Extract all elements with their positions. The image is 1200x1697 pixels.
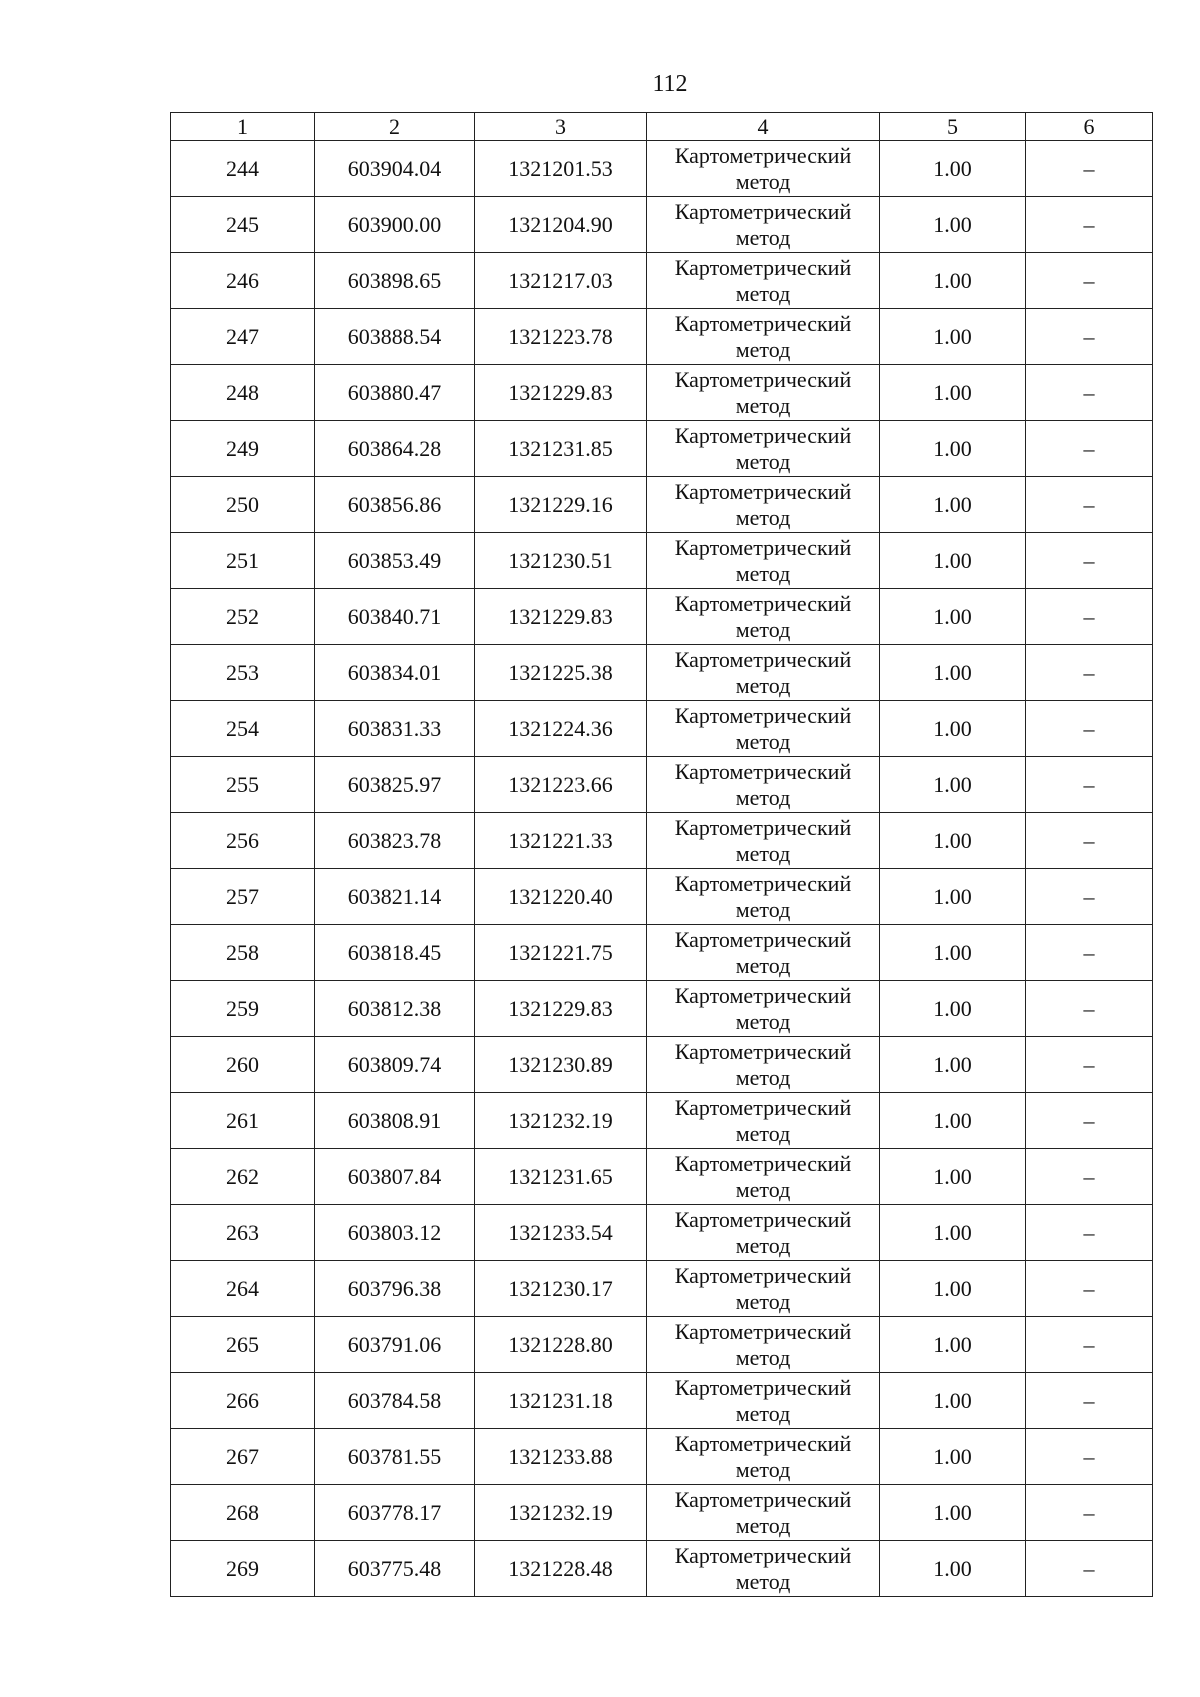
y-coordinate-cell: 1321233.54 bbox=[475, 1205, 647, 1261]
note-cell: – bbox=[1026, 813, 1153, 869]
y-coordinate-cell: 1321230.51 bbox=[475, 533, 647, 589]
column-header-1: 1 bbox=[171, 113, 315, 141]
table-row bbox=[171, 253, 1153, 309]
point-number-cell: 258 bbox=[171, 925, 315, 981]
x-coordinate-cell: 603808.91 bbox=[315, 1093, 475, 1149]
accuracy-cell: 1.00 bbox=[880, 309, 1026, 365]
y-coordinate-cell: 1321228.48 bbox=[475, 1541, 647, 1597]
y-coordinate-cell: 1321229.83 bbox=[475, 981, 647, 1037]
x-coordinate-cell: 603807.84 bbox=[315, 1149, 475, 1205]
x-coordinate-cell: 603796.38 bbox=[315, 1261, 475, 1317]
x-coordinate-cell: 603904.04 bbox=[315, 141, 475, 197]
method-cell: Картометрический метод bbox=[647, 1541, 880, 1597]
accuracy-cell: 1.00 bbox=[880, 253, 1026, 309]
table-row bbox=[171, 869, 1153, 925]
table-row bbox=[171, 645, 1153, 701]
method-cell: Картометрический метод bbox=[647, 533, 880, 589]
y-coordinate-cell: 1321232.19 bbox=[475, 1093, 647, 1149]
method-cell: Картометрический метод bbox=[647, 1485, 880, 1541]
method-cell: Картометрический метод bbox=[647, 869, 880, 925]
table-row bbox=[171, 757, 1153, 813]
y-coordinate-cell: 1321223.66 bbox=[475, 757, 647, 813]
note-cell: – bbox=[1026, 1205, 1153, 1261]
accuracy-cell: 1.00 bbox=[880, 365, 1026, 421]
note-cell: – bbox=[1026, 141, 1153, 197]
point-number-cell: 254 bbox=[171, 701, 315, 757]
table-row bbox=[171, 533, 1153, 589]
point-number-cell: 268 bbox=[171, 1485, 315, 1541]
y-coordinate-cell: 1321221.75 bbox=[475, 925, 647, 981]
accuracy-cell: 1.00 bbox=[880, 589, 1026, 645]
method-cell: Картометрический метод bbox=[647, 813, 880, 869]
method-cell: Картометрический метод bbox=[647, 1093, 880, 1149]
point-number-cell: 263 bbox=[171, 1205, 315, 1261]
accuracy-cell: 1.00 bbox=[880, 1037, 1026, 1093]
x-coordinate-cell: 603825.97 bbox=[315, 757, 475, 813]
point-number-cell: 267 bbox=[171, 1429, 315, 1485]
coordinates-table bbox=[170, 112, 1153, 1597]
accuracy-cell: 1.00 bbox=[880, 533, 1026, 589]
table-row bbox=[171, 925, 1153, 981]
table-row bbox=[171, 1149, 1153, 1205]
note-cell: – bbox=[1026, 309, 1153, 365]
y-coordinate-cell: 1321231.85 bbox=[475, 421, 647, 477]
x-coordinate-cell: 603856.86 bbox=[315, 477, 475, 533]
point-number-cell: 246 bbox=[171, 253, 315, 309]
method-cell: Картометрический метод bbox=[647, 309, 880, 365]
note-cell: – bbox=[1026, 757, 1153, 813]
method-cell: Картометрический метод bbox=[647, 141, 880, 197]
method-cell: Картометрический метод bbox=[647, 1149, 880, 1205]
table-row bbox=[171, 1093, 1153, 1149]
table-row bbox=[171, 813, 1153, 869]
table-row bbox=[171, 197, 1153, 253]
method-cell: Картометрический метод bbox=[647, 477, 880, 533]
table-row bbox=[171, 1037, 1153, 1093]
y-coordinate-cell: 1321225.38 bbox=[475, 645, 647, 701]
method-cell: Картометрический метод bbox=[647, 365, 880, 421]
method-cell: Картометрический метод bbox=[647, 757, 880, 813]
point-number-cell: 269 bbox=[171, 1541, 315, 1597]
point-number-cell: 249 bbox=[171, 421, 315, 477]
method-cell: Картометрический метод bbox=[647, 1261, 880, 1317]
y-coordinate-cell: 1321229.83 bbox=[475, 365, 647, 421]
note-cell: – bbox=[1026, 533, 1153, 589]
y-coordinate-cell: 1321217.03 bbox=[475, 253, 647, 309]
method-cell: Картометрический метод bbox=[647, 645, 880, 701]
accuracy-cell: 1.00 bbox=[880, 1149, 1026, 1205]
y-coordinate-cell: 1321204.90 bbox=[475, 197, 647, 253]
accuracy-cell: 1.00 bbox=[880, 1373, 1026, 1429]
y-coordinate-cell: 1321233.88 bbox=[475, 1429, 647, 1485]
table-body bbox=[171, 141, 1153, 1597]
accuracy-cell: 1.00 bbox=[880, 1205, 1026, 1261]
note-cell: – bbox=[1026, 421, 1153, 477]
method-cell: Картометрический метод bbox=[647, 701, 880, 757]
y-coordinate-cell: 1321232.19 bbox=[475, 1485, 647, 1541]
note-cell: – bbox=[1026, 253, 1153, 309]
accuracy-cell: 1.00 bbox=[880, 141, 1026, 197]
x-coordinate-cell: 603900.00 bbox=[315, 197, 475, 253]
point-number-cell: 248 bbox=[171, 365, 315, 421]
y-coordinate-cell: 1321223.78 bbox=[475, 309, 647, 365]
point-number-cell: 245 bbox=[171, 197, 315, 253]
point-number-cell: 262 bbox=[171, 1149, 315, 1205]
x-coordinate-cell: 603821.14 bbox=[315, 869, 475, 925]
x-coordinate-cell: 603831.33 bbox=[315, 701, 475, 757]
x-coordinate-cell: 603791.06 bbox=[315, 1317, 475, 1373]
y-coordinate-cell: 1321230.89 bbox=[475, 1037, 647, 1093]
y-coordinate-cell: 1321229.83 bbox=[475, 589, 647, 645]
method-cell: Картометрический метод bbox=[647, 1205, 880, 1261]
x-coordinate-cell: 603898.65 bbox=[315, 253, 475, 309]
note-cell: – bbox=[1026, 1541, 1153, 1597]
accuracy-cell: 1.00 bbox=[880, 197, 1026, 253]
note-cell: – bbox=[1026, 1093, 1153, 1149]
note-cell: – bbox=[1026, 869, 1153, 925]
point-number-cell: 260 bbox=[171, 1037, 315, 1093]
page-number: 112 bbox=[652, 71, 688, 97]
y-coordinate-cell: 1321230.17 bbox=[475, 1261, 647, 1317]
y-coordinate-cell: 1321201.53 bbox=[475, 141, 647, 197]
point-number-cell: 247 bbox=[171, 309, 315, 365]
point-number-cell: 252 bbox=[171, 589, 315, 645]
method-cell: Картометрический метод bbox=[647, 589, 880, 645]
point-number-cell: 253 bbox=[171, 645, 315, 701]
table-row bbox=[171, 477, 1153, 533]
table-row bbox=[171, 421, 1153, 477]
table-row bbox=[171, 1541, 1153, 1597]
note-cell: – bbox=[1026, 197, 1153, 253]
point-number-cell: 256 bbox=[171, 813, 315, 869]
x-coordinate-cell: 603818.45 bbox=[315, 925, 475, 981]
table-header bbox=[171, 113, 1153, 141]
y-coordinate-cell: 1321220.40 bbox=[475, 869, 647, 925]
table-row bbox=[171, 1429, 1153, 1485]
note-cell: – bbox=[1026, 1485, 1153, 1541]
accuracy-cell: 1.00 bbox=[880, 1541, 1026, 1597]
table-row bbox=[171, 1261, 1153, 1317]
accuracy-cell: 1.00 bbox=[880, 757, 1026, 813]
y-coordinate-cell: 1321224.36 bbox=[475, 701, 647, 757]
table-row bbox=[171, 1205, 1153, 1261]
accuracy-cell: 1.00 bbox=[880, 1093, 1026, 1149]
accuracy-cell: 1.00 bbox=[880, 421, 1026, 477]
point-number-cell: 251 bbox=[171, 533, 315, 589]
note-cell: – bbox=[1026, 925, 1153, 981]
y-coordinate-cell: 1321221.33 bbox=[475, 813, 647, 869]
point-number-cell: 266 bbox=[171, 1373, 315, 1429]
method-cell: Картометрический метод bbox=[647, 1317, 880, 1373]
note-cell: – bbox=[1026, 1373, 1153, 1429]
x-coordinate-cell: 603840.71 bbox=[315, 589, 475, 645]
accuracy-cell: 1.00 bbox=[880, 1317, 1026, 1373]
x-coordinate-cell: 603834.01 bbox=[315, 645, 475, 701]
note-cell: – bbox=[1026, 365, 1153, 421]
x-coordinate-cell: 603778.17 bbox=[315, 1485, 475, 1541]
table-row bbox=[171, 589, 1153, 645]
point-number-cell: 250 bbox=[171, 477, 315, 533]
x-coordinate-cell: 603809.74 bbox=[315, 1037, 475, 1093]
point-number-cell: 265 bbox=[171, 1317, 315, 1373]
accuracy-cell: 1.00 bbox=[880, 813, 1026, 869]
column-header-4: 4 bbox=[647, 113, 880, 141]
method-cell: Картометрический метод bbox=[647, 981, 880, 1037]
table-row bbox=[171, 141, 1153, 197]
x-coordinate-cell: 603812.38 bbox=[315, 981, 475, 1037]
point-number-cell: 259 bbox=[171, 981, 315, 1037]
y-coordinate-cell: 1321229.16 bbox=[475, 477, 647, 533]
point-number-cell: 261 bbox=[171, 1093, 315, 1149]
note-cell: – bbox=[1026, 1317, 1153, 1373]
note-cell: – bbox=[1026, 1261, 1153, 1317]
accuracy-cell: 1.00 bbox=[880, 981, 1026, 1037]
method-cell: Картометрический метод bbox=[647, 1037, 880, 1093]
method-cell: Картометрический метод bbox=[647, 925, 880, 981]
accuracy-cell: 1.00 bbox=[880, 925, 1026, 981]
x-coordinate-cell: 603781.55 bbox=[315, 1429, 475, 1485]
note-cell: – bbox=[1026, 701, 1153, 757]
accuracy-cell: 1.00 bbox=[880, 1261, 1026, 1317]
y-coordinate-cell: 1321228.80 bbox=[475, 1317, 647, 1373]
table-row bbox=[171, 701, 1153, 757]
method-cell: Картометрический метод bbox=[647, 1429, 880, 1485]
accuracy-cell: 1.00 bbox=[880, 1485, 1026, 1541]
note-cell: – bbox=[1026, 589, 1153, 645]
x-coordinate-cell: 603888.54 bbox=[315, 309, 475, 365]
column-header-5: 5 bbox=[880, 113, 1026, 141]
x-coordinate-cell: 603853.49 bbox=[315, 533, 475, 589]
note-cell: – bbox=[1026, 477, 1153, 533]
column-header-6: 6 bbox=[1026, 113, 1153, 141]
point-number-cell: 264 bbox=[171, 1261, 315, 1317]
y-coordinate-cell: 1321231.18 bbox=[475, 1373, 647, 1429]
accuracy-cell: 1.00 bbox=[880, 645, 1026, 701]
x-coordinate-cell: 603880.47 bbox=[315, 365, 475, 421]
table-row bbox=[171, 1373, 1153, 1429]
y-coordinate-cell: 1321231.65 bbox=[475, 1149, 647, 1205]
x-coordinate-cell: 603864.28 bbox=[315, 421, 475, 477]
x-coordinate-cell: 603823.78 bbox=[315, 813, 475, 869]
accuracy-cell: 1.00 bbox=[880, 1429, 1026, 1485]
x-coordinate-cell: 603784.58 bbox=[315, 1373, 475, 1429]
point-number-cell: 255 bbox=[171, 757, 315, 813]
table-row bbox=[171, 1485, 1153, 1541]
note-cell: – bbox=[1026, 645, 1153, 701]
note-cell: – bbox=[1026, 1037, 1153, 1093]
method-cell: Картометрический метод bbox=[647, 197, 880, 253]
x-coordinate-cell: 603803.12 bbox=[315, 1205, 475, 1261]
note-cell: – bbox=[1026, 981, 1153, 1037]
note-cell: – bbox=[1026, 1149, 1153, 1205]
point-number-cell: 244 bbox=[171, 141, 315, 197]
table-row bbox=[171, 309, 1153, 365]
column-header-2: 2 bbox=[315, 113, 475, 141]
column-header-3: 3 bbox=[475, 113, 647, 141]
accuracy-cell: 1.00 bbox=[880, 477, 1026, 533]
table-row bbox=[171, 365, 1153, 421]
accuracy-cell: 1.00 bbox=[880, 701, 1026, 757]
x-coordinate-cell: 603775.48 bbox=[315, 1541, 475, 1597]
method-cell: Картометрический метод bbox=[647, 253, 880, 309]
point-number-cell: 257 bbox=[171, 869, 315, 925]
method-cell: Картометрический метод bbox=[647, 421, 880, 477]
table-row bbox=[171, 1317, 1153, 1373]
method-cell: Картометрический метод bbox=[647, 1373, 880, 1429]
header-row bbox=[171, 113, 1153, 141]
accuracy-cell: 1.00 bbox=[880, 869, 1026, 925]
note-cell: – bbox=[1026, 1429, 1153, 1485]
table-row bbox=[171, 981, 1153, 1037]
